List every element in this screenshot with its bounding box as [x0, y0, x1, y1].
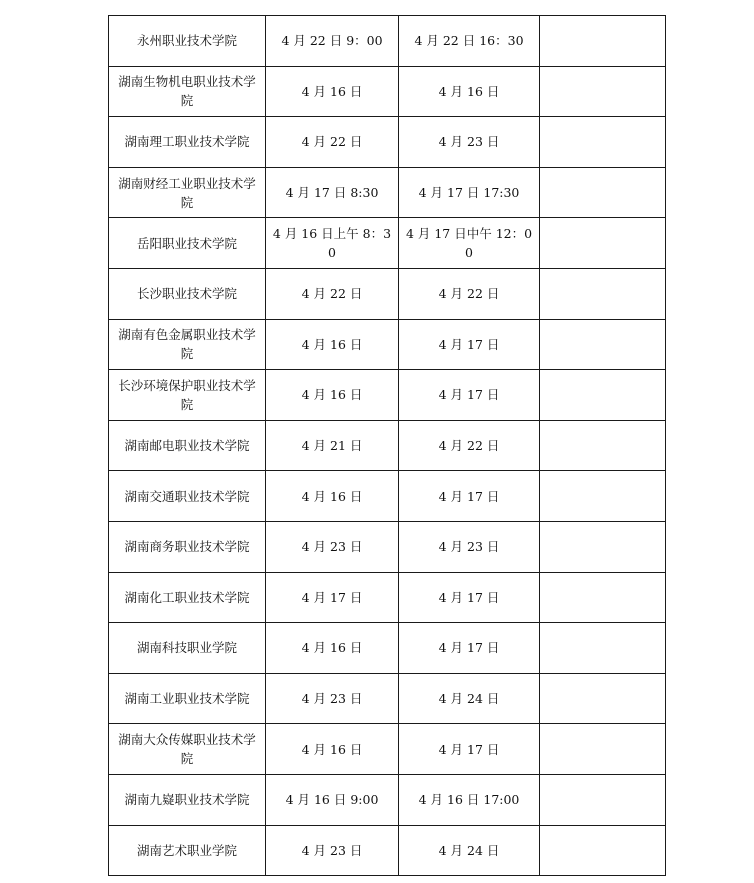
end-time-cell: 4 月 17 日	[399, 370, 540, 421]
school-name-cell: 湖南工业职业技术学院	[109, 673, 266, 724]
note-cell	[540, 521, 666, 572]
table-row	[109, 724, 666, 775]
start-time-cell: 4 月 22 日	[266, 268, 399, 319]
table-row	[109, 218, 666, 269]
start-time-cell: 4 月 17 日	[266, 572, 399, 623]
end-time-cell: 4 月 23 日	[399, 521, 540, 572]
school-name-cell: 湖南大众传媒职业技术学院	[109, 724, 266, 775]
end-time-cell: 4 月 22 日	[399, 420, 540, 471]
start-time-cell: 4 月 16 日	[266, 370, 399, 421]
end-time-cell: 4 月 16 日 17:00	[399, 774, 540, 825]
start-time-cell: 4 月 17 日 8:30	[266, 167, 399, 218]
end-time-cell: 4 月 17 日	[399, 471, 540, 522]
start-time-cell: 4 月 21 日	[266, 420, 399, 471]
school-name-cell: 湖南财经工业职业技术学院	[109, 167, 266, 218]
start-time-cell: 4 月 16 日	[266, 66, 399, 117]
start-time-cell: 4 月 16 日上午 8：30	[266, 218, 399, 269]
start-time-cell: 4 月 23 日	[266, 673, 399, 724]
start-time-cell: 4 月 16 日 9:00	[266, 774, 399, 825]
note-cell	[540, 572, 666, 623]
note-cell	[540, 724, 666, 775]
end-time-cell: 4 月 22 日	[399, 268, 540, 319]
table-row	[109, 167, 666, 218]
table-row	[109, 268, 666, 319]
schedule-table-body	[109, 16, 666, 876]
school-name-cell: 长沙职业技术学院	[109, 268, 266, 319]
start-time-cell: 4 月 16 日	[266, 471, 399, 522]
school-name-cell: 湖南科技职业学院	[109, 623, 266, 674]
end-time-cell: 4 月 23 日	[399, 117, 540, 168]
table-row	[109, 774, 666, 825]
start-time-cell: 4 月 16 日	[266, 319, 399, 370]
note-cell	[540, 774, 666, 825]
table-row	[109, 825, 666, 876]
note-cell	[540, 117, 666, 168]
end-time-cell: 4 月 17 日	[399, 623, 540, 674]
end-time-cell: 4 月 17 日	[399, 319, 540, 370]
school-name-cell: 湖南化工职业技术学院	[109, 572, 266, 623]
table-row	[109, 420, 666, 471]
table-row	[109, 521, 666, 572]
school-name-cell: 湖南理工职业技术学院	[109, 117, 266, 168]
school-name-cell: 湖南交通职业技术学院	[109, 471, 266, 522]
note-cell	[540, 825, 666, 876]
note-cell	[540, 623, 666, 674]
school-name-cell: 湖南九嶷职业技术学院	[109, 774, 266, 825]
table-row	[109, 623, 666, 674]
note-cell	[540, 370, 666, 421]
note-cell	[540, 66, 666, 117]
end-time-cell: 4 月 17 日	[399, 724, 540, 775]
school-name-cell: 湖南商务职业技术学院	[109, 521, 266, 572]
note-cell	[540, 420, 666, 471]
end-time-cell: 4 月 17 日	[399, 572, 540, 623]
start-time-cell: 4 月 23 日	[266, 825, 399, 876]
schedule-table	[108, 15, 666, 876]
table-row	[109, 16, 666, 67]
start-time-cell: 4 月 22 日	[266, 117, 399, 168]
table-row	[109, 471, 666, 522]
start-time-cell: 4 月 16 日	[266, 623, 399, 674]
end-time-cell: 4 月 17 日中午 12：00	[399, 218, 540, 269]
table-row	[109, 572, 666, 623]
end-time-cell: 4 月 17 日 17:30	[399, 167, 540, 218]
note-cell	[540, 16, 666, 67]
school-name-cell: 湖南生物机电职业技术学院	[109, 66, 266, 117]
school-name-cell: 湖南邮电职业技术学院	[109, 420, 266, 471]
note-cell	[540, 673, 666, 724]
start-time-cell: 4 月 23 日	[266, 521, 399, 572]
school-name-cell: 湖南有色金属职业技术学院	[109, 319, 266, 370]
table-row	[109, 319, 666, 370]
note-cell	[540, 471, 666, 522]
table-row	[109, 370, 666, 421]
end-time-cell: 4 月 16 日	[399, 66, 540, 117]
note-cell	[540, 167, 666, 218]
table-row	[109, 117, 666, 168]
table-row	[109, 66, 666, 117]
start-time-cell: 4 月 22 日 9：00	[266, 16, 399, 67]
school-name-cell: 岳阳职业技术学院	[109, 218, 266, 269]
end-time-cell: 4 月 24 日	[399, 825, 540, 876]
note-cell	[540, 268, 666, 319]
table-row	[109, 673, 666, 724]
school-name-cell: 长沙环境保护职业技术学院	[109, 370, 266, 421]
school-name-cell: 永州职业技术学院	[109, 16, 266, 67]
end-time-cell: 4 月 22 日 16：30	[399, 16, 540, 67]
note-cell	[540, 218, 666, 269]
start-time-cell: 4 月 16 日	[266, 724, 399, 775]
end-time-cell: 4 月 24 日	[399, 673, 540, 724]
note-cell	[540, 319, 666, 370]
school-name-cell: 湖南艺术职业学院	[109, 825, 266, 876]
